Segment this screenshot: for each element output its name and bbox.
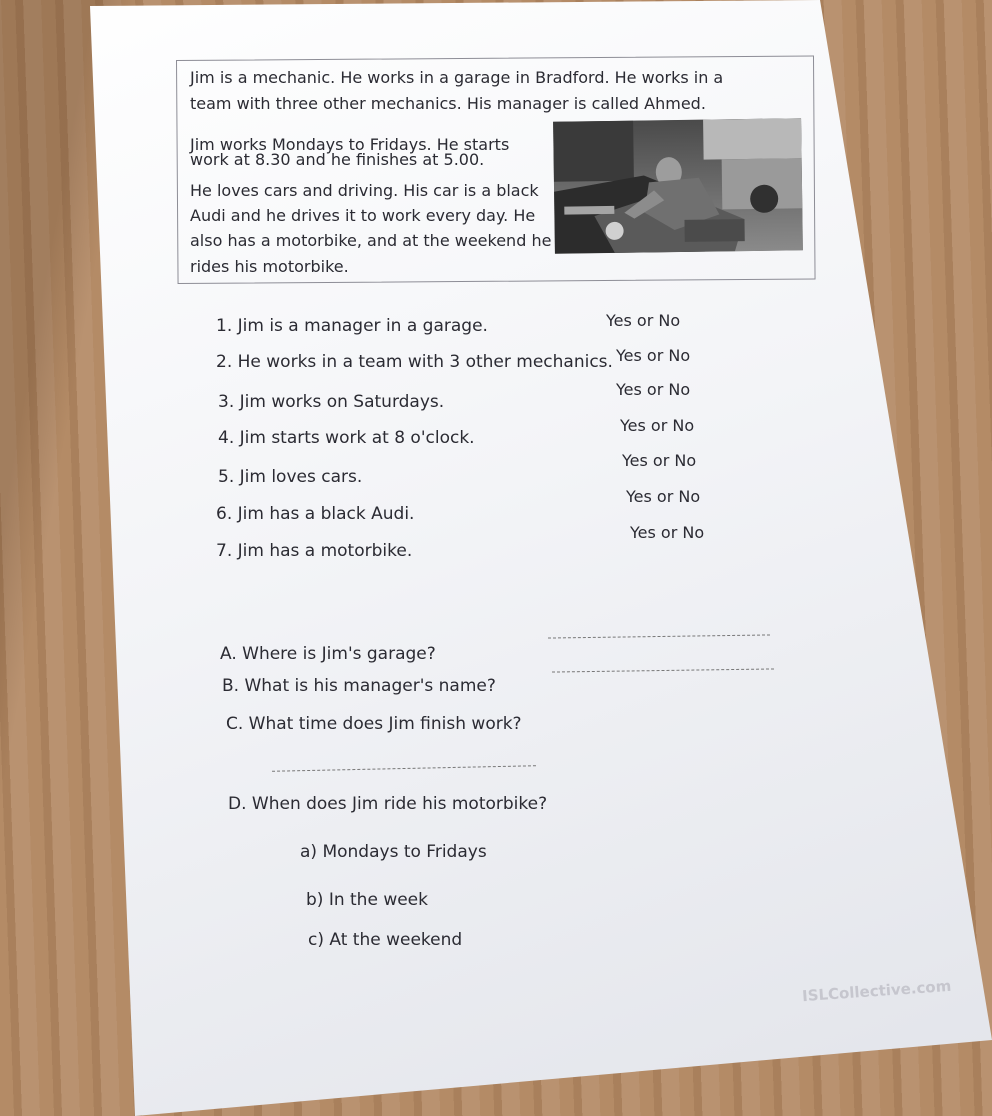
question-4: 4. Jim starts work at 8 o'clock. xyxy=(218,428,475,448)
question-c: C. What time does Jim finish work? xyxy=(226,714,522,734)
question-7: 7. Jim has a motorbike. xyxy=(216,541,413,561)
choice-b: b) In the week xyxy=(306,890,428,910)
question-3-options: Yes or No xyxy=(616,380,691,399)
question-a: A. Where is Jim's garage? xyxy=(220,644,436,664)
story-line-3: Jim works Mondays to Fridays. He starts xyxy=(190,135,510,154)
story-line-1: Jim is a mechanic. He works in a garage in Bradford. He works in a xyxy=(190,68,724,87)
story-line-6: Audi and he drives it to work every day. He xyxy=(190,206,536,225)
question-6: 6. Jim has a black Audi. xyxy=(216,504,415,524)
story-line-7: also has a motorbike, and at the weekend he xyxy=(190,231,552,250)
story-line-2: team with three other mechanics. His manager is called Ahmed. xyxy=(190,94,706,113)
question-2: 2. He works in a team with 3 other mechanics. xyxy=(216,352,613,372)
question-2-options: Yes or No xyxy=(616,346,691,365)
story-line-5: He loves cars and driving. His car is a black xyxy=(190,181,539,200)
question-3: 3. Jim works on Saturdays. xyxy=(218,392,445,412)
question-6-options: Yes or No xyxy=(626,487,701,506)
question-4-options: Yes or No xyxy=(620,416,695,435)
question-1: 1. Jim is a manager in a garage. xyxy=(216,316,488,336)
choice-a: a) Mondays to Fridays xyxy=(300,842,487,862)
question-5-options: Yes or No xyxy=(622,451,697,470)
question-1-options: Yes or No xyxy=(606,311,681,330)
story-line-4: work at 8.30 and he finishes at 5.00. xyxy=(190,150,485,169)
question-d: D. When does Jim ride his motorbike? xyxy=(228,794,548,814)
question-7-options: Yes or No xyxy=(630,523,705,542)
watermark-logo: ISLCollective.com xyxy=(801,976,952,1006)
mechanic-photo xyxy=(553,118,803,253)
question-b: B. What is his manager's name? xyxy=(222,676,496,696)
question-5: 5. Jim loves cars. xyxy=(218,467,363,487)
choice-c: c) At the weekend xyxy=(308,930,463,950)
story-line-8: rides his motorbike. xyxy=(190,257,349,276)
